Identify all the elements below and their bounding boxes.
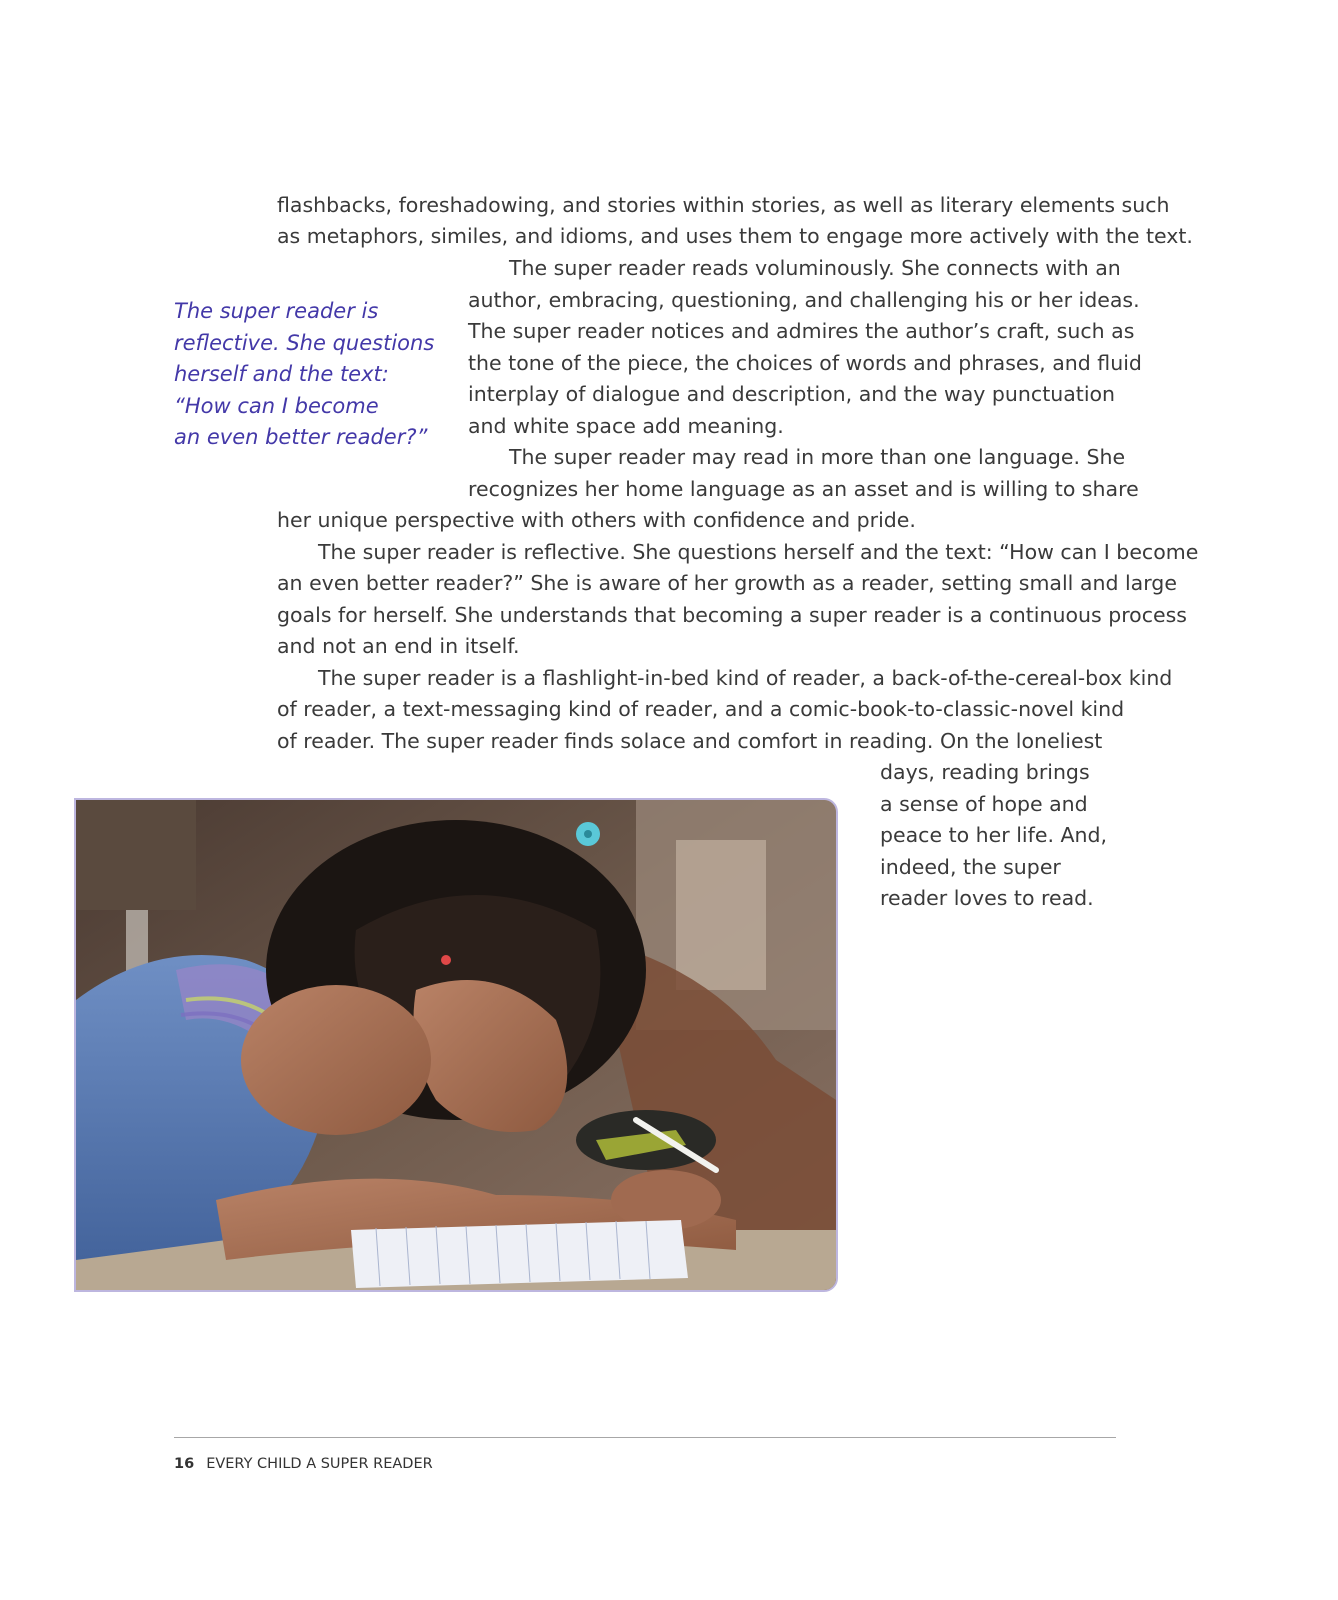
running-title: EVERY CHILD A SUPER READER: [206, 1456, 433, 1472]
photo-girl-writing: [74, 798, 838, 1292]
paragraph-line: The super reader is a flashlight-in-bed kind of reader, a back-of-the-cereal-box kind: [318, 666, 1173, 690]
paragraph-line: interplay of dialogue and description, and the way punctuation: [468, 382, 1116, 406]
paragraph-line: goals for herself. She understands that becoming a super reader is a continuous process: [277, 603, 1187, 627]
paragraph-line: The super reader reads voluminously. She connects with an: [509, 256, 1121, 280]
paragraph-line: The super reader may read in more than one language. She: [509, 445, 1126, 469]
paragraph-line: indeed, the super: [880, 855, 1061, 879]
paragraph-line: an even better reader?” She is aware of her growth as a reader, setting small and large: [277, 571, 1177, 595]
paragraph-line: and white space add meaning.: [468, 414, 784, 438]
paragraph-line: as metaphors, similes, and idioms, and uses them to engage more actively with the text.: [277, 224, 1193, 248]
paragraph-line: of reader, a text-messaging kind of reader, and a comic-book-to-classic-novel kind: [277, 697, 1125, 721]
pull-quote-line: “How can I become: [174, 394, 379, 418]
paragraph-line: flashbacks, foreshadowing, and stories within stories, as well as literary elements such: [277, 193, 1170, 217]
paragraph-line: recognizes her home language as an asset and is willing to share: [468, 477, 1139, 501]
paragraph-line: The super reader notices and admires the author’s craft, such as: [468, 319, 1135, 343]
paragraph-line: and not an end in itself.: [277, 634, 520, 658]
paragraph-line: reader loves to read.: [880, 886, 1094, 910]
paragraph-line: the tone of the piece, the choices of words and phrases, and fluid: [468, 351, 1142, 375]
paragraph-line: The super reader is reflective. She questions herself and the text: “How can I become: [318, 540, 1199, 564]
paragraph-line: days, reading brings: [880, 760, 1090, 784]
pull-quote-line: The super reader is: [174, 299, 379, 323]
paragraph-line: of reader. The super reader finds solace and comfort in reading. On the loneliest: [277, 729, 1103, 753]
page-number: 16: [174, 1456, 195, 1472]
page-footer: [174, 1456, 433, 1472]
paragraph-line: a sense of hope and: [880, 792, 1088, 816]
footer-rule: [174, 1437, 1116, 1438]
paragraph-line: peace to her life. And,: [880, 823, 1108, 847]
pull-quote-line: herself and the text:: [174, 362, 389, 386]
paragraph-line: her unique perspective with others with confidence and pride.: [277, 508, 916, 532]
pull-quote-line: reflective. She questions: [174, 331, 435, 355]
pull-quote-line: an even better reader?”: [174, 425, 428, 449]
paragraph-line: author, embracing, questioning, and challenging his or her ideas.: [468, 288, 1140, 312]
